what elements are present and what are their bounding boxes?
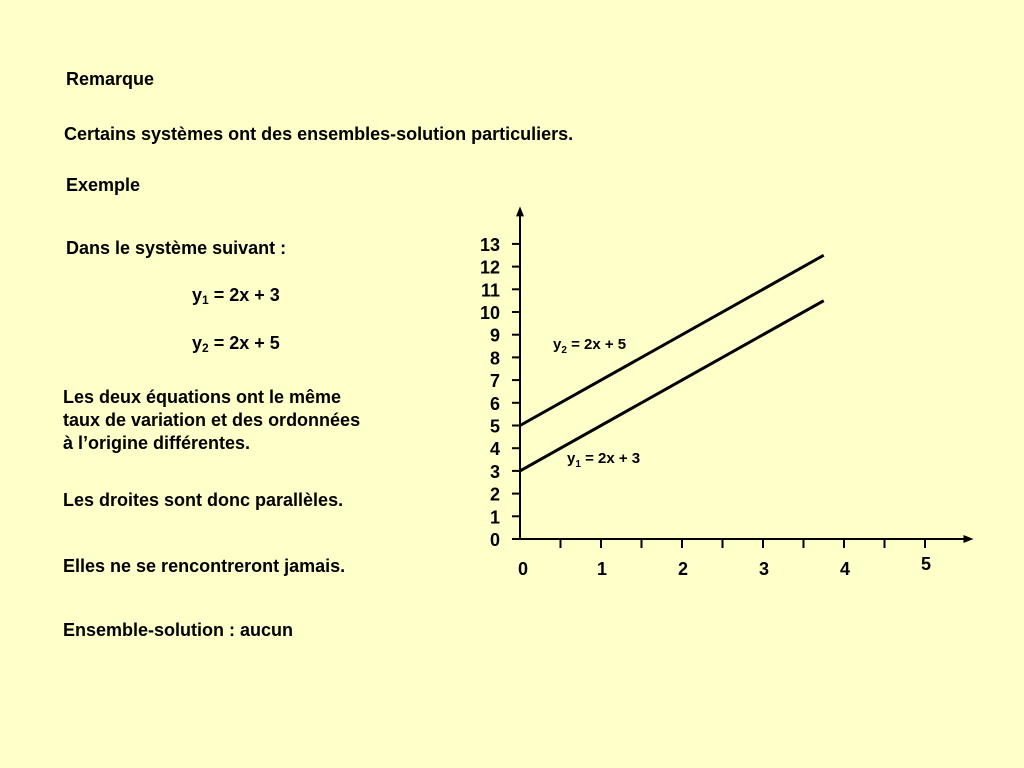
y-tick-label: 11 [480, 280, 500, 301]
y-tick-label: 12 [479, 257, 500, 278]
x-tick-label: 4 [839, 559, 851, 579]
equation-2-lhs: y [192, 333, 203, 353]
x-tick-label: 1 [596, 559, 608, 579]
x-tick-label: 5 [920, 554, 932, 574]
y-tick-label: 3 [489, 461, 500, 482]
x-tick-label: 3 [758, 559, 770, 579]
y-tick-label: 9 [489, 325, 500, 346]
y-tick-label: 1 [489, 507, 500, 528]
series-line-1 [520, 255, 824, 425]
equation-2-sub: 2 [202, 341, 209, 355]
explanation-line-2: taux de variation et des ordonnées [63, 410, 361, 430]
series-label-2: $y_1 = 2x + 3$ [567, 450, 641, 470]
y-axis-arrow [516, 206, 524, 216]
y-tick-label: 8 [489, 348, 500, 369]
y-tick-label: 7 [489, 371, 500, 392]
y-tick-label: 2 [489, 484, 500, 505]
y-tick-label: 6 [489, 393, 500, 414]
intro-text: Certains systèmes ont des ensembles-solution particuliers. [64, 124, 574, 144]
explanation-line-3: à l’origine différentes. [63, 433, 251, 453]
y-tick-label: 0 [489, 530, 500, 550]
never-meet-text: Elles ne se rencontreront jamais. [63, 556, 346, 576]
solution-text: Ensemble-solution : aucun [63, 620, 294, 640]
x-tick-label: 2 [677, 559, 689, 579]
x-axis-arrow [964, 535, 974, 543]
y-tick-label: 13 [479, 234, 500, 255]
system-intro: Dans le système suivant : [66, 238, 287, 258]
equation-2-rhs: = 2x + 5 [208, 333, 280, 353]
example-heading: Exemple [66, 175, 141, 195]
y-tick-label: 5 [489, 416, 500, 437]
parallel-text: Les droites sont donc parallèles. [63, 490, 344, 510]
explanation-line-1: Les deux équations ont le même [63, 387, 342, 407]
equation-1-rhs: = 2x + 3 [208, 285, 280, 305]
y-tick-label: 10 [479, 303, 500, 323]
y-tick-label: 4 [489, 439, 500, 460]
x-tick-label: 0 [517, 559, 529, 579]
series-line-2 [520, 301, 824, 471]
series-label-1: $y_2 = 2x + 5$ [553, 336, 627, 356]
equation-1-lhs: y [192, 285, 203, 305]
equation-1-sub: 1 [202, 293, 209, 307]
remark-heading: Remarque [66, 69, 155, 89]
